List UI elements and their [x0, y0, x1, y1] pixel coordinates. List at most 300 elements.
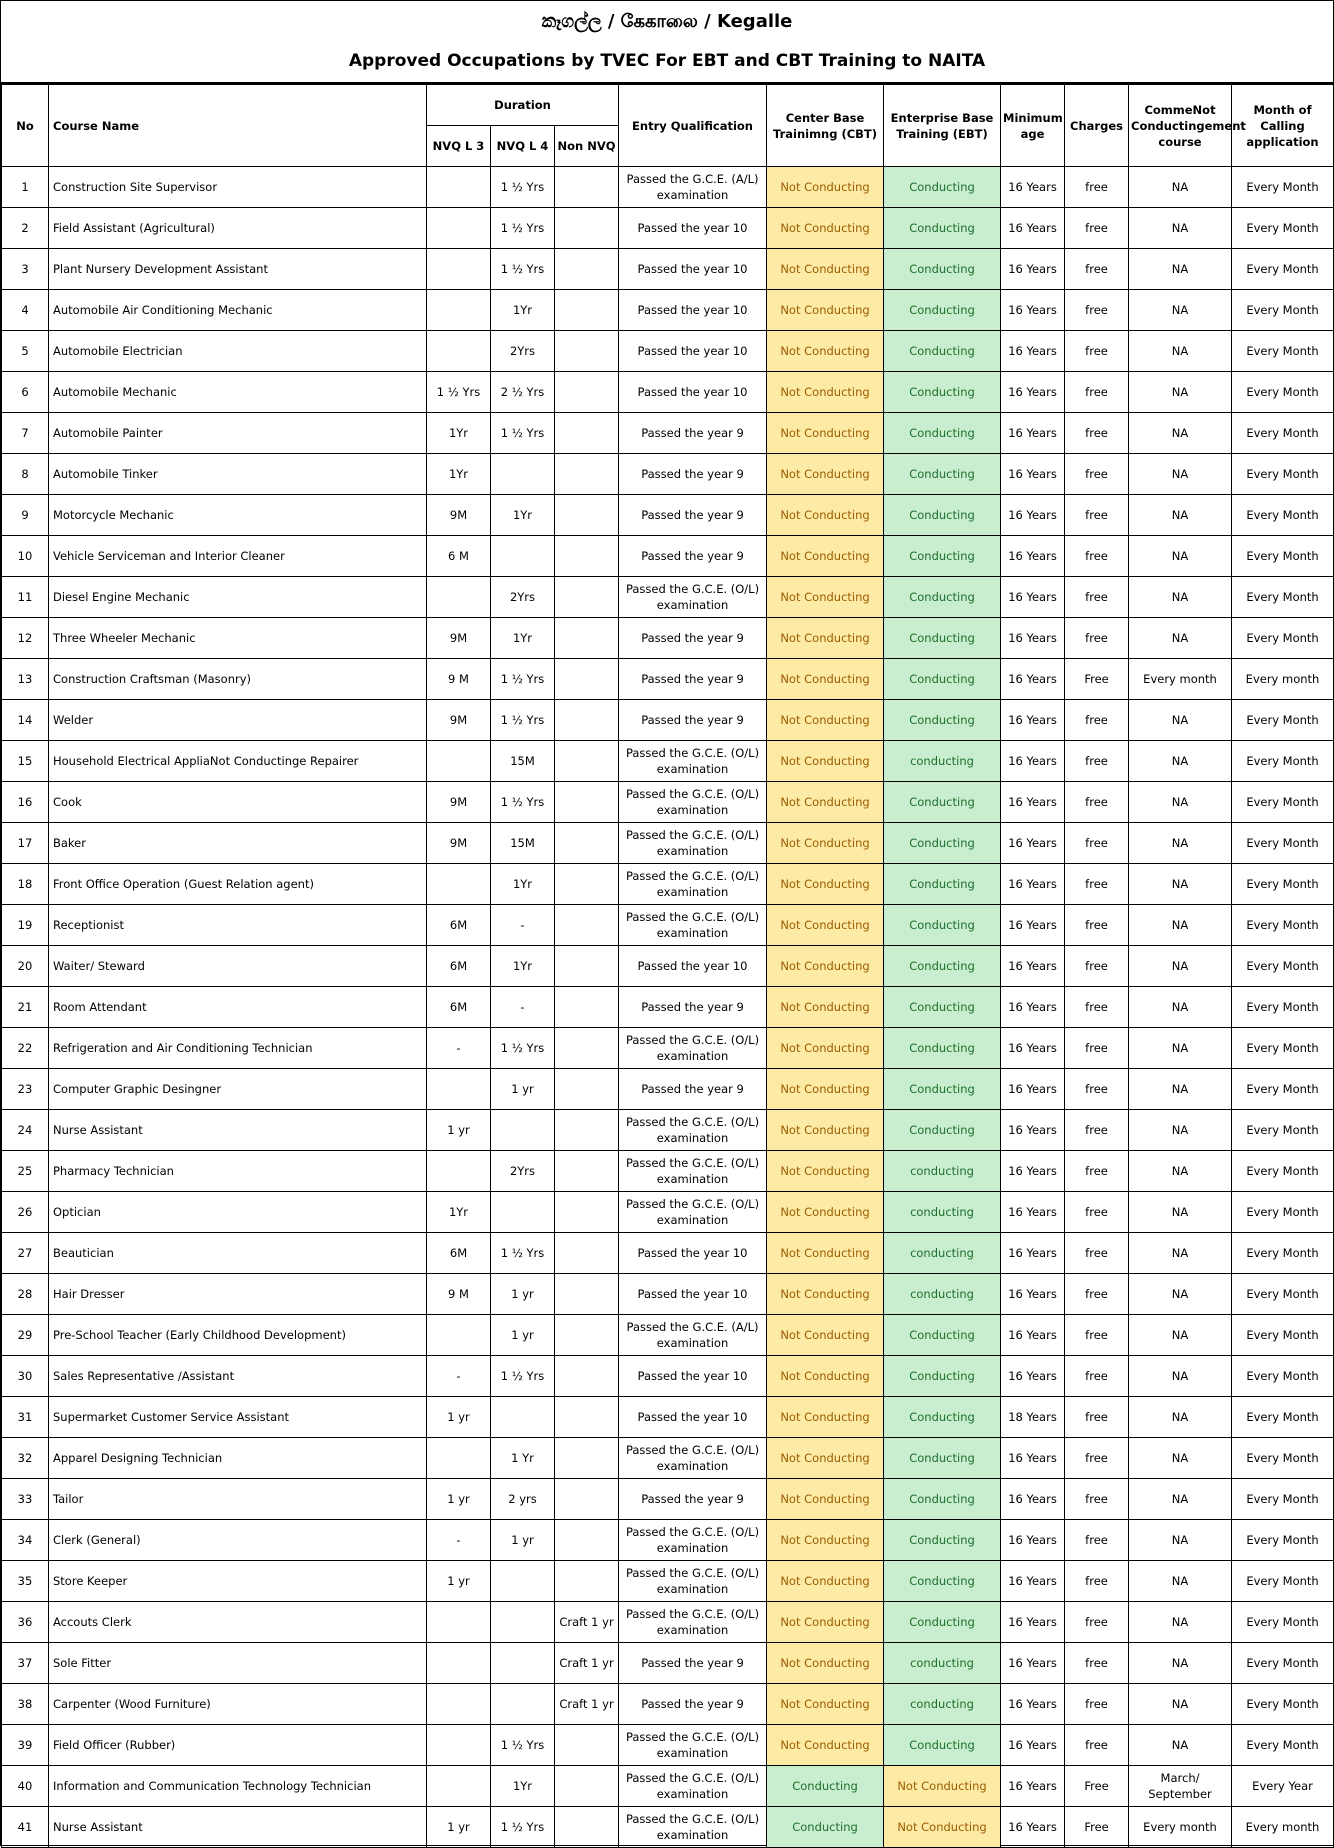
minimum-age-cell: 16 Years	[1001, 1561, 1065, 1602]
course-name-cell: Supermarket Customer Service Assistant	[49, 1397, 427, 1438]
entry-qualification-cell: Passed the year 9	[619, 618, 767, 659]
course-name-cell: Computer Graphic Desingner	[49, 1069, 427, 1110]
month-of-calling-cell: Every Year	[1232, 1766, 1334, 1807]
course-name-cell: Construction Site Supervisor	[49, 167, 427, 208]
no-cell: 33	[2, 1479, 49, 1520]
course-name-cell: Sales Representative /Assistant	[49, 1356, 427, 1397]
cbt-status-cell: Not Conducting	[767, 659, 884, 700]
charges-cell: free	[1065, 290, 1129, 331]
ebt-status-cell: conducting	[884, 1643, 1001, 1684]
charges-cell: free	[1065, 577, 1129, 618]
nvq-l4-cell: 1Yr	[491, 290, 555, 331]
course-name-cell: Accouts Clerk	[49, 1602, 427, 1643]
nvq-l3-cell: -	[427, 1356, 491, 1397]
table-body	[2, 167, 1334, 1848]
commencement-cell: NA	[1129, 1602, 1232, 1643]
minimum-age-cell: 16 Years	[1001, 1479, 1065, 1520]
cbt-status-cell: Not Conducting	[767, 700, 884, 741]
nvq-l3-cell: 1Yr	[427, 413, 491, 454]
entry-qualification-cell: Passed the year 9	[619, 454, 767, 495]
nvq-l4-cell: 2Yrs	[491, 331, 555, 372]
ebt-status-cell: conducting	[884, 1684, 1001, 1725]
month-of-calling-cell: Every Month	[1232, 741, 1334, 782]
month-of-calling-cell: Every Month	[1232, 1438, 1334, 1479]
non-nvq-cell	[555, 331, 619, 372]
month-of-calling-cell: Every Month	[1232, 331, 1334, 372]
cbt-status-cell: Not Conducting	[767, 1233, 884, 1274]
non-nvq-cell	[555, 987, 619, 1028]
charges-cell: free	[1065, 1520, 1129, 1561]
ebt-status-cell: Conducting	[884, 495, 1001, 536]
no-cell: 20	[2, 946, 49, 987]
nvq-l3-cell	[427, 1315, 491, 1356]
table-row	[2, 577, 1334, 618]
minimum-age-cell: 16 Years	[1001, 905, 1065, 946]
entry-qualification-cell: Passed the G.C.E. (O/L) examination	[619, 823, 767, 864]
charges-cell: free	[1065, 536, 1129, 577]
no-cell: 22	[2, 1028, 49, 1069]
cbt-status-cell: Not Conducting	[767, 454, 884, 495]
nvq-l4-cell: 1 ½ Yrs	[491, 1233, 555, 1274]
cbt-status-cell: Not Conducting	[767, 372, 884, 413]
table-row	[2, 1274, 1334, 1315]
cbt-status-cell: Not Conducting	[767, 1110, 884, 1151]
course-name-cell: Optician	[49, 1192, 427, 1233]
minimum-age-cell: 16 Years	[1001, 1356, 1065, 1397]
non-nvq-cell	[555, 618, 619, 659]
ebt-status-cell: Conducting	[884, 864, 1001, 905]
non-nvq-cell	[555, 577, 619, 618]
non-nvq-cell	[555, 1766, 619, 1807]
non-nvq-cell	[555, 1725, 619, 1766]
ebt-status-cell: Conducting	[884, 905, 1001, 946]
no-cell: 25	[2, 1151, 49, 1192]
course-name-cell: Diesel Engine Mechanic	[49, 577, 427, 618]
nvq-l4-cell: 2Yrs	[491, 1151, 555, 1192]
cbt-status-cell: Not Conducting	[767, 413, 884, 454]
nvq-l3-cell	[427, 290, 491, 331]
nvq-l3-cell: 9M	[427, 823, 491, 864]
course-name-cell: Tailor	[49, 1479, 427, 1520]
minimum-age-cell: 16 Years	[1001, 249, 1065, 290]
commencement-cell: NA	[1129, 823, 1232, 864]
minimum-age-cell: 16 Years	[1001, 1766, 1065, 1807]
entry-qualification-cell: Passed the year 10	[619, 372, 767, 413]
table-row	[2, 1766, 1334, 1807]
non-nvq-cell	[555, 659, 619, 700]
no-cell: 18	[2, 864, 49, 905]
nvq-l3-cell	[427, 1151, 491, 1192]
month-of-calling-cell: Every Month	[1232, 577, 1334, 618]
cbt-status-cell: Not Conducting	[767, 741, 884, 782]
table-row	[2, 1233, 1334, 1274]
minimum-age-cell: 16 Years	[1001, 659, 1065, 700]
commencement-cell: NA	[1129, 741, 1232, 782]
non-nvq-cell	[555, 1110, 619, 1151]
nvq-l3-cell: 1 yr	[427, 1110, 491, 1151]
entry-qualification-cell: Passed the G.C.E. (O/L) examination	[619, 1561, 767, 1602]
minimum-age-cell: 16 Years	[1001, 1725, 1065, 1766]
nvq-l4-cell: 1 ½ Yrs	[491, 208, 555, 249]
month-of-calling-cell: Every Month	[1232, 1397, 1334, 1438]
header-course-name: Course Name	[49, 85, 427, 167]
course-name-cell: Beautician	[49, 1233, 427, 1274]
commencement-cell: Every month	[1129, 659, 1232, 700]
header-commencement: CommeNot Conductingement course	[1129, 85, 1232, 167]
no-cell: 27	[2, 1233, 49, 1274]
cbt-status-cell: Not Conducting	[767, 536, 884, 577]
ebt-status-cell: conducting	[884, 1274, 1001, 1315]
table-row	[2, 495, 1334, 536]
entry-qualification-cell: Passed the G.C.E. (A/L) examination	[619, 167, 767, 208]
month-of-calling-cell: Every Month	[1232, 249, 1334, 290]
non-nvq-cell	[555, 1520, 619, 1561]
non-nvq-cell: Craft 1 yr	[555, 1643, 619, 1684]
course-name-cell: Nurse Assistant	[49, 1807, 427, 1848]
no-cell: 8	[2, 454, 49, 495]
minimum-age-cell: 16 Years	[1001, 1028, 1065, 1069]
nvq-l4-cell: 1Yr	[491, 864, 555, 905]
no-cell: 30	[2, 1356, 49, 1397]
nvq-l4-cell: -	[491, 905, 555, 946]
commencement-cell: NA	[1129, 1069, 1232, 1110]
course-name-cell: Plant Nursery Development Assistant	[49, 249, 427, 290]
no-cell: 35	[2, 1561, 49, 1602]
ebt-status-cell: conducting	[884, 1192, 1001, 1233]
nvq-l3-cell: 1 yr	[427, 1479, 491, 1520]
ebt-status-cell: Conducting	[884, 1110, 1001, 1151]
nvq-l3-cell: 1Yr	[427, 1192, 491, 1233]
nvq-l4-cell: 1Yr	[491, 946, 555, 987]
no-cell: 38	[2, 1684, 49, 1725]
cbt-status-cell: Not Conducting	[767, 987, 884, 1028]
table-row	[2, 782, 1334, 823]
charges-cell: free	[1065, 1397, 1129, 1438]
nvq-l4-cell: 1 ½ Yrs	[491, 249, 555, 290]
course-name-cell: Nurse Assistant	[49, 1110, 427, 1151]
non-nvq-cell	[555, 290, 619, 331]
charges-cell: free	[1065, 454, 1129, 495]
nvq-l4-cell: 1 ½ Yrs	[491, 1807, 555, 1848]
ebt-status-cell: Conducting	[884, 659, 1001, 700]
table-row	[2, 1725, 1334, 1766]
cbt-status-cell: Not Conducting	[767, 1520, 884, 1561]
entry-qualification-cell: Passed the G.C.E. (O/L) examination	[619, 905, 767, 946]
commencement-cell: NA	[1129, 1725, 1232, 1766]
month-of-calling-cell: Every Month	[1232, 823, 1334, 864]
ebt-status-cell: Conducting	[884, 1438, 1001, 1479]
nvq-l3-cell: 1Yr	[427, 454, 491, 495]
month-of-calling-cell: Every Month	[1232, 290, 1334, 331]
minimum-age-cell: 16 Years	[1001, 1110, 1065, 1151]
ebt-status-cell: Conducting	[884, 454, 1001, 495]
nvq-l3-cell	[427, 1643, 491, 1684]
course-name-cell: Automobile Painter	[49, 413, 427, 454]
ebt-status-cell: Conducting	[884, 782, 1001, 823]
cbt-status-cell: Not Conducting	[767, 1479, 884, 1520]
entry-qualification-cell: Passed the year 9	[619, 700, 767, 741]
month-of-calling-cell: Every Month	[1232, 1479, 1334, 1520]
minimum-age-cell: 16 Years	[1001, 454, 1065, 495]
table-row	[2, 1397, 1334, 1438]
minimum-age-cell: 16 Years	[1001, 1233, 1065, 1274]
commencement-cell: NA	[1129, 1274, 1232, 1315]
nvq-l3-cell	[427, 1069, 491, 1110]
entry-qualification-cell: Passed the G.C.E. (O/L) examination	[619, 1028, 767, 1069]
month-of-calling-cell: Every Month	[1232, 1069, 1334, 1110]
no-cell: 26	[2, 1192, 49, 1233]
non-nvq-cell	[555, 495, 619, 536]
charges-cell: free	[1065, 249, 1129, 290]
nvq-l4-cell: 1 yr	[491, 1274, 555, 1315]
ebt-status-cell: conducting	[884, 1233, 1001, 1274]
non-nvq-cell	[555, 1192, 619, 1233]
commencement-cell: NA	[1129, 618, 1232, 659]
no-cell: 39	[2, 1725, 49, 1766]
month-of-calling-cell: Every Month	[1232, 536, 1334, 577]
no-cell: 10	[2, 536, 49, 577]
nvq-l4-cell	[491, 454, 555, 495]
table-row	[2, 1315, 1334, 1356]
charges-cell: free	[1065, 905, 1129, 946]
cbt-status-cell: Not Conducting	[767, 905, 884, 946]
ebt-status-cell: Not Conducting	[884, 1807, 1001, 1848]
non-nvq-cell	[555, 536, 619, 577]
non-nvq-cell	[555, 249, 619, 290]
month-of-calling-cell: Every Month	[1232, 167, 1334, 208]
header-ebt: Enterprise Base Training (EBT)	[884, 85, 1001, 167]
month-of-calling-cell: Every Month	[1232, 1684, 1334, 1725]
minimum-age-cell: 16 Years	[1001, 741, 1065, 782]
no-cell: 11	[2, 577, 49, 618]
cbt-status-cell: Not Conducting	[767, 618, 884, 659]
nvq-l3-cell	[427, 208, 491, 249]
nvq-l3-cell	[427, 249, 491, 290]
no-cell: 31	[2, 1397, 49, 1438]
ebt-status-cell: Conducting	[884, 1356, 1001, 1397]
course-name-cell: Automobile Tinker	[49, 454, 427, 495]
month-of-calling-cell: Every Month	[1232, 1643, 1334, 1684]
course-name-cell: Front Office Operation (Guest Relation agent)	[49, 864, 427, 905]
non-nvq-cell	[555, 1028, 619, 1069]
entry-qualification-cell: Passed the G.C.E. (O/L) examination	[619, 1520, 767, 1561]
no-cell: 14	[2, 700, 49, 741]
month-of-calling-cell: Every Month	[1232, 1028, 1334, 1069]
course-name-cell: Field Assistant (Agricultural)	[49, 208, 427, 249]
entry-qualification-cell: Passed the G.C.E. (O/L) examination	[619, 1725, 767, 1766]
non-nvq-cell	[555, 782, 619, 823]
nvq-l4-cell: 1 yr	[491, 1315, 555, 1356]
non-nvq-cell	[555, 700, 619, 741]
entry-qualification-cell: Passed the G.C.E. (A/L) examination	[619, 1315, 767, 1356]
commencement-cell: NA	[1129, 700, 1232, 741]
table-row	[2, 290, 1334, 331]
course-name-cell: Refrigeration and Air Conditioning Technician	[49, 1028, 427, 1069]
ebt-status-cell: Conducting	[884, 946, 1001, 987]
commencement-cell: NA	[1129, 577, 1232, 618]
table-row	[2, 1602, 1334, 1643]
nvq-l4-cell	[491, 1397, 555, 1438]
table-row	[2, 536, 1334, 577]
entry-qualification-cell: Passed the year 9	[619, 1684, 767, 1725]
charges-cell: free	[1065, 1684, 1129, 1725]
commencement-cell: NA	[1129, 249, 1232, 290]
course-name-cell: Welder	[49, 700, 427, 741]
course-name-cell: Apparel Designing Technician	[49, 1438, 427, 1479]
non-nvq-cell	[555, 946, 619, 987]
course-name-cell: Store Keeper	[49, 1561, 427, 1602]
charges-cell: free	[1065, 1315, 1129, 1356]
ebt-status-cell: Conducting	[884, 1725, 1001, 1766]
entry-qualification-cell: Passed the year 9	[619, 1479, 767, 1520]
course-name-cell: Room Attendant	[49, 987, 427, 1028]
month-of-calling-cell: Every Month	[1232, 618, 1334, 659]
nvq-l4-cell: 1 yr	[491, 1069, 555, 1110]
charges-cell: free	[1065, 741, 1129, 782]
commencement-cell: NA	[1129, 782, 1232, 823]
commencement-cell: NA	[1129, 372, 1232, 413]
nvq-l3-cell	[427, 864, 491, 905]
no-cell: 28	[2, 1274, 49, 1315]
table-row	[2, 167, 1334, 208]
ebt-status-cell: Conducting	[884, 987, 1001, 1028]
table-row	[2, 1192, 1334, 1233]
charges-cell: free	[1065, 1643, 1129, 1684]
month-of-calling-cell: Every Month	[1232, 987, 1334, 1028]
commencement-cell: NA	[1129, 536, 1232, 577]
month-of-calling-cell: Every Month	[1232, 1192, 1334, 1233]
table-row	[2, 1684, 1334, 1725]
charges-cell: free	[1065, 1069, 1129, 1110]
minimum-age-cell: 16 Years	[1001, 577, 1065, 618]
nvq-l3-cell	[427, 1684, 491, 1725]
table-row	[2, 1561, 1334, 1602]
entry-qualification-cell: Passed the year 9	[619, 1643, 767, 1684]
commencement-cell: NA	[1129, 208, 1232, 249]
entry-qualification-cell: Passed the year 10	[619, 249, 767, 290]
non-nvq-cell	[555, 454, 619, 495]
course-name-cell: Automobile Mechanic	[49, 372, 427, 413]
charges-cell: free	[1065, 208, 1129, 249]
commencement-cell: NA	[1129, 1479, 1232, 1520]
commencement-cell: NA	[1129, 331, 1232, 372]
commencement-cell: NA	[1129, 167, 1232, 208]
minimum-age-cell: 16 Years	[1001, 208, 1065, 249]
nvq-l3-cell	[427, 1602, 491, 1643]
cbt-status-cell: Not Conducting	[767, 1561, 884, 1602]
commencement-cell: NA	[1129, 1233, 1232, 1274]
commencement-cell: NA	[1129, 1561, 1232, 1602]
no-cell: 13	[2, 659, 49, 700]
course-name-cell: Field Officer (Rubber)	[49, 1725, 427, 1766]
non-nvq-cell	[555, 1151, 619, 1192]
entry-qualification-cell: Passed the G.C.E. (O/L) examination	[619, 1438, 767, 1479]
nvq-l3-cell: 6M	[427, 946, 491, 987]
minimum-age-cell: 16 Years	[1001, 1274, 1065, 1315]
charges-cell: free	[1065, 1110, 1129, 1151]
nvq-l4-cell	[491, 1602, 555, 1643]
no-cell: 17	[2, 823, 49, 864]
charges-cell: free	[1065, 495, 1129, 536]
non-nvq-cell	[555, 1274, 619, 1315]
no-cell: 37	[2, 1643, 49, 1684]
table-row	[2, 659, 1334, 700]
table-row	[2, 372, 1334, 413]
table-row	[2, 1479, 1334, 1520]
nvq-l3-cell: 1 yr	[427, 1397, 491, 1438]
table-row	[2, 249, 1334, 290]
minimum-age-cell: 16 Years	[1001, 782, 1065, 823]
commencement-cell: NA	[1129, 946, 1232, 987]
course-name-cell: Cook	[49, 782, 427, 823]
no-cell: 21	[2, 987, 49, 1028]
nvq-l3-cell: 9 M	[427, 659, 491, 700]
non-nvq-cell	[555, 1069, 619, 1110]
minimum-age-cell: 16 Years	[1001, 1069, 1065, 1110]
month-of-calling-cell: Every Month	[1232, 1561, 1334, 1602]
non-nvq-cell: Craft 1 yr	[555, 1684, 619, 1725]
table-row	[2, 413, 1334, 454]
no-cell: 5	[2, 331, 49, 372]
charges-cell: Free	[1065, 1807, 1129, 1848]
nvq-l3-cell: 1 yr	[427, 1807, 491, 1848]
table-row	[2, 1520, 1334, 1561]
table-row	[2, 454, 1334, 495]
ebt-status-cell: Conducting	[884, 1561, 1001, 1602]
minimum-age-cell: 16 Years	[1001, 290, 1065, 331]
nvq-l4-cell: 1 ½ Yrs	[491, 413, 555, 454]
nvq-l3-cell	[427, 1725, 491, 1766]
charges-cell: free	[1065, 413, 1129, 454]
commencement-cell: NA	[1129, 495, 1232, 536]
nvq-l3-cell: 9M	[427, 700, 491, 741]
nvq-l3-cell: 9M	[427, 618, 491, 659]
nvq-l4-cell	[491, 1110, 555, 1151]
table-row	[2, 864, 1334, 905]
non-nvq-cell	[555, 208, 619, 249]
non-nvq-cell	[555, 1233, 619, 1274]
course-name-cell: Automobile Air Conditioning Mechanic	[49, 290, 427, 331]
ebt-status-cell: Conducting	[884, 1397, 1001, 1438]
non-nvq-cell	[555, 1438, 619, 1479]
entry-qualification-cell: Passed the year 10	[619, 1397, 767, 1438]
charges-cell: free	[1065, 946, 1129, 987]
no-cell: 19	[2, 905, 49, 946]
ebt-status-cell: Conducting	[884, 577, 1001, 618]
month-of-calling-cell: Every Month	[1232, 1520, 1334, 1561]
minimum-age-cell: 16 Years	[1001, 823, 1065, 864]
nvq-l4-cell: 2Yrs	[491, 577, 555, 618]
ebt-status-cell: Conducting	[884, 700, 1001, 741]
minimum-age-cell: 16 Years	[1001, 1602, 1065, 1643]
minimum-age-cell: 16 Years	[1001, 618, 1065, 659]
entry-qualification-cell: Passed the G.C.E. (O/L) examination	[619, 577, 767, 618]
non-nvq-cell	[555, 372, 619, 413]
entry-qualification-cell: Passed the year 9	[619, 1069, 767, 1110]
ebt-status-cell: Conducting	[884, 823, 1001, 864]
charges-cell: free	[1065, 331, 1129, 372]
nvq-l4-cell	[491, 1643, 555, 1684]
nvq-l3-cell: 9M	[427, 782, 491, 823]
commencement-cell: NA	[1129, 1643, 1232, 1684]
month-of-calling-cell: Every Month	[1232, 372, 1334, 413]
nvq-l3-cell	[427, 1766, 491, 1807]
cbt-status-cell: Not Conducting	[767, 1602, 884, 1643]
ebt-status-cell: Conducting	[884, 1479, 1001, 1520]
charges-cell: free	[1065, 167, 1129, 208]
entry-qualification-cell: Passed the year 9	[619, 987, 767, 1028]
month-of-calling-cell: Every Month	[1232, 1151, 1334, 1192]
